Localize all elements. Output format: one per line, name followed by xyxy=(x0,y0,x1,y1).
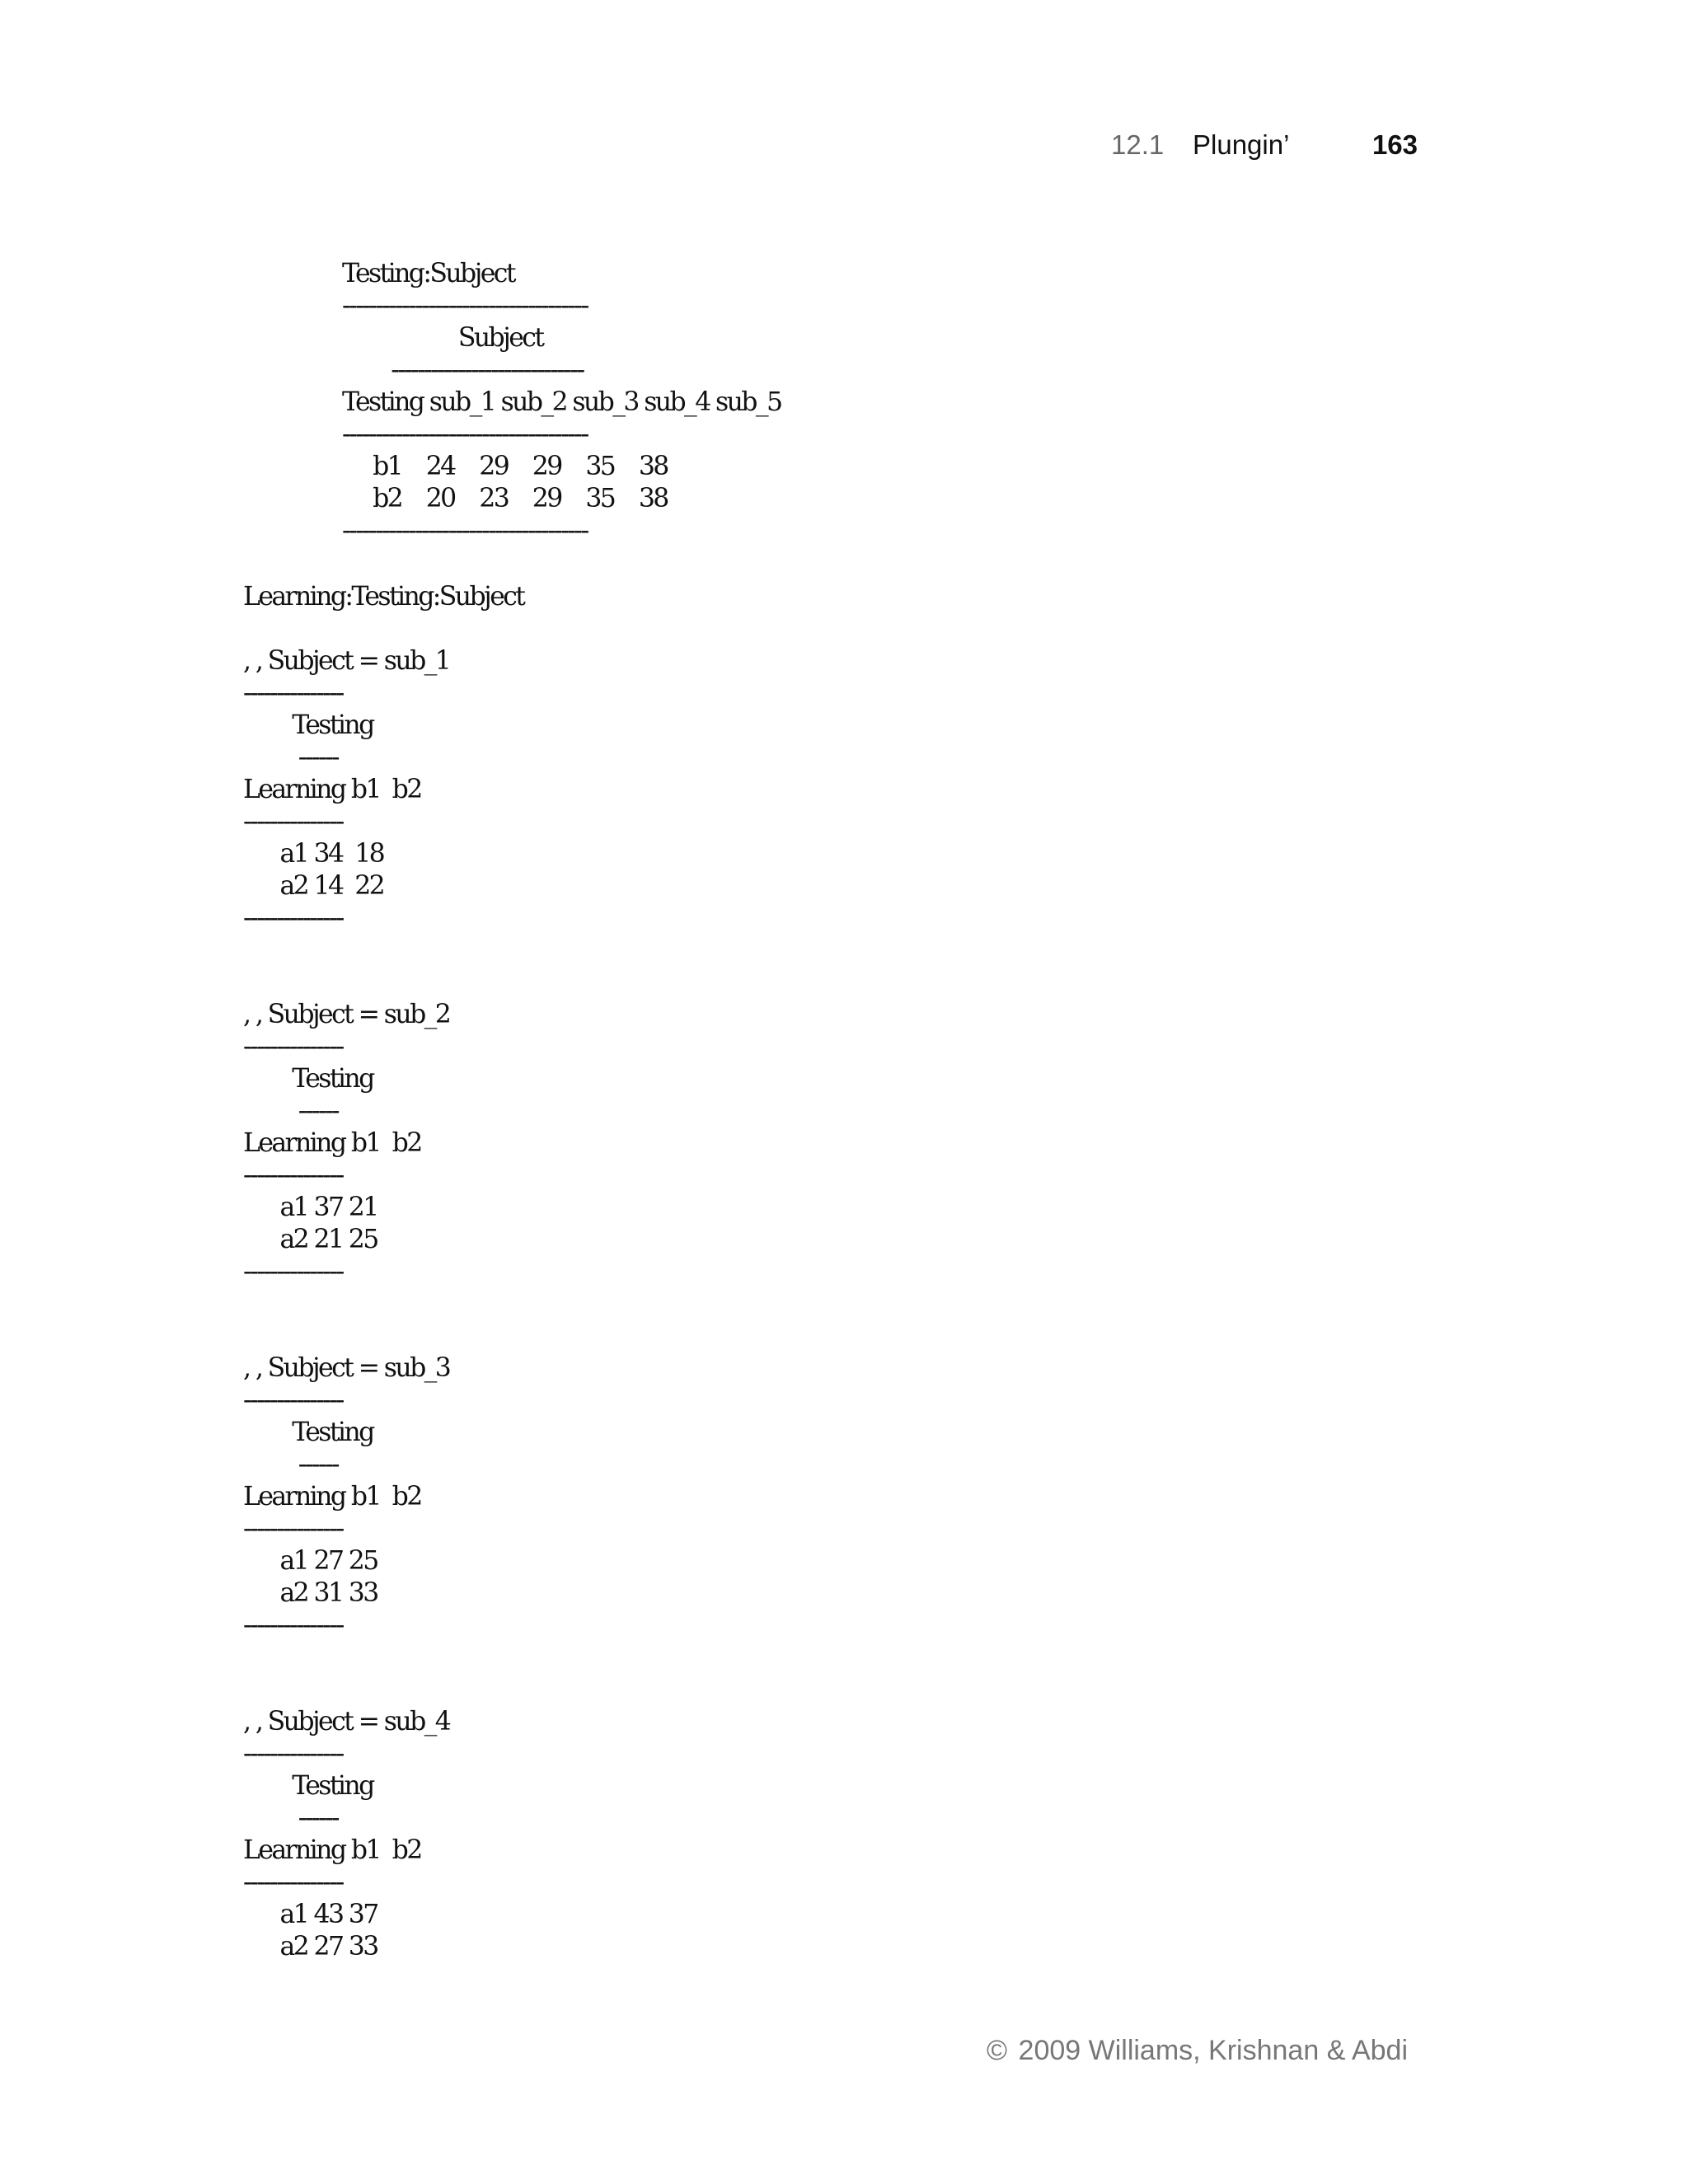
testing-subject-table: Testing:Subject ------------------------------------- Subject ----------------------------- Testing sub_1 sub_2 sub_3 sub_4 sub_5 ------------------------------------- b1 24 29 29 35 38 b2 20 23 29 35 38 ------------------------------------- xyxy=(342,259,781,546)
section-title: Plungin’ xyxy=(1193,129,1290,160)
copyright-icon: © xyxy=(987,2035,1008,2066)
copyright-footer xyxy=(987,2031,1408,2070)
copyright-text: 2009 Williams, Krishnan & Abdi xyxy=(1018,2035,1408,2066)
page-number: 163 xyxy=(1372,129,1418,160)
learning-testing-subject-tables: Learning:Testing:Subject , , Subject = sub_1 --------------- Testing ------ Learning b1 b2 --------------- a1 34 18 a2 14 22 --------------- , , Subject = sub_2 --------------- Testing ------ Learning b1 b2 --------------- a1 37 21 a2 21 25 --------------- , , Subject = sub_3 --------------- Testing ------ Learning b1 b2 --------------- a1 27 25 a2 31 33 --------------- , , Subject = sub_4 --------------- Testing ------ Learning b1 b2 --------------- a1 43 37 a2 27 33 xyxy=(243,582,524,1961)
running-header xyxy=(0,125,1418,165)
section-number: 12.1 xyxy=(1111,129,1165,160)
